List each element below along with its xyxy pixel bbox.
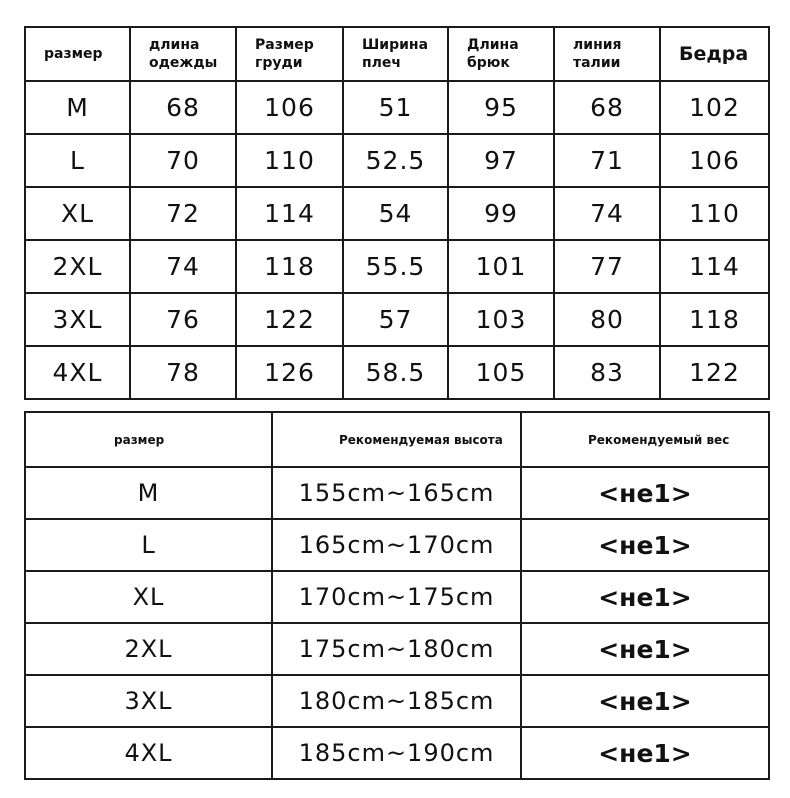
table-row bbox=[25, 571, 769, 623]
table-cell: 106 bbox=[660, 134, 769, 187]
table-cell: XL bbox=[25, 571, 272, 623]
header-cell: Ширина плеч bbox=[343, 27, 448, 81]
table-cell: <не1> bbox=[521, 675, 769, 727]
table-cell: 106 bbox=[236, 81, 343, 134]
table-cell: 54 bbox=[343, 187, 448, 240]
table-cell: 4XL bbox=[25, 346, 130, 399]
table-cell: 101 bbox=[448, 240, 554, 293]
recommendation-table bbox=[24, 411, 770, 780]
table-row bbox=[25, 81, 769, 134]
table-cell: 95 bbox=[448, 81, 554, 134]
table-cell: 99 bbox=[448, 187, 554, 240]
table-cell: 114 bbox=[236, 187, 343, 240]
table-cell: 118 bbox=[236, 240, 343, 293]
table-cell: 68 bbox=[554, 81, 660, 134]
table-cell: 72 bbox=[130, 187, 236, 240]
recommendation-header-row bbox=[25, 412, 769, 467]
size-chart-table bbox=[24, 26, 770, 400]
table-cell: 3XL bbox=[25, 675, 272, 727]
table-cell: <не1> bbox=[521, 571, 769, 623]
table-cell: M bbox=[25, 81, 130, 134]
table-cell: 118 bbox=[660, 293, 769, 346]
header-cell: Длина брюк bbox=[448, 27, 554, 81]
header-cell: Рекомендуемый вес bbox=[521, 412, 769, 467]
table-cell: 126 bbox=[236, 346, 343, 399]
table-cell: <не1> bbox=[521, 467, 769, 519]
table-row bbox=[25, 134, 769, 187]
table-cell: 180cm~185cm bbox=[272, 675, 521, 727]
table-cell: XL bbox=[25, 187, 130, 240]
table-cell: 110 bbox=[660, 187, 769, 240]
table-cell: 2XL bbox=[25, 623, 272, 675]
table-row bbox=[25, 293, 769, 346]
table-cell: 57 bbox=[343, 293, 448, 346]
size-chart-header-row bbox=[25, 27, 769, 81]
table-cell: 58.5 bbox=[343, 346, 448, 399]
header-cell: размер bbox=[25, 412, 272, 467]
table-cell: 52.5 bbox=[343, 134, 448, 187]
table-cell: 3XL bbox=[25, 293, 130, 346]
table-cell: 55.5 bbox=[343, 240, 448, 293]
header-cell: длина одежды bbox=[130, 27, 236, 81]
table-cell: 103 bbox=[448, 293, 554, 346]
header-cell: линия талии bbox=[554, 27, 660, 81]
table-cell: 51 bbox=[343, 81, 448, 134]
header-cell: Размер груди bbox=[236, 27, 343, 81]
table-cell: 74 bbox=[554, 187, 660, 240]
table-row bbox=[25, 675, 769, 727]
table-cell: <не1> bbox=[521, 727, 769, 779]
table-row bbox=[25, 519, 769, 571]
table-cell: 2XL bbox=[25, 240, 130, 293]
table-row bbox=[25, 187, 769, 240]
table-cell: <не1> bbox=[521, 623, 769, 675]
table-cell: 83 bbox=[554, 346, 660, 399]
table-cell: 122 bbox=[660, 346, 769, 399]
table-row bbox=[25, 346, 769, 399]
table-cell: 170cm~175cm bbox=[272, 571, 521, 623]
table-cell: 110 bbox=[236, 134, 343, 187]
table-cell: L bbox=[25, 519, 272, 571]
table-cell: L bbox=[25, 134, 130, 187]
table-cell: 122 bbox=[236, 293, 343, 346]
table-cell: 71 bbox=[554, 134, 660, 187]
table-cell: 165cm~170cm bbox=[272, 519, 521, 571]
table-cell: 77 bbox=[554, 240, 660, 293]
header-cell: Рекомендуемая высота bbox=[272, 412, 521, 467]
table-cell: 102 bbox=[660, 81, 769, 134]
table-cell: 76 bbox=[130, 293, 236, 346]
table-row bbox=[25, 240, 769, 293]
table-cell: 114 bbox=[660, 240, 769, 293]
table-cell: 68 bbox=[130, 81, 236, 134]
table-cell: 175cm~180cm bbox=[272, 623, 521, 675]
table-row bbox=[25, 467, 769, 519]
table-row bbox=[25, 623, 769, 675]
table-cell: 185cm~190cm bbox=[272, 727, 521, 779]
table-cell: 97 bbox=[448, 134, 554, 187]
table-cell: 4XL bbox=[25, 727, 272, 779]
table-cell: 155cm~165cm bbox=[272, 467, 521, 519]
table-cell: <не1> bbox=[521, 519, 769, 571]
table-cell: 70 bbox=[130, 134, 236, 187]
header-cell: Бедра bbox=[660, 27, 769, 81]
table-cell: 78 bbox=[130, 346, 236, 399]
table-row bbox=[25, 727, 769, 779]
table-cell: 74 bbox=[130, 240, 236, 293]
table-cell: M bbox=[25, 467, 272, 519]
header-cell: размер bbox=[25, 27, 130, 81]
table-cell: 105 bbox=[448, 346, 554, 399]
table-cell: 80 bbox=[554, 293, 660, 346]
